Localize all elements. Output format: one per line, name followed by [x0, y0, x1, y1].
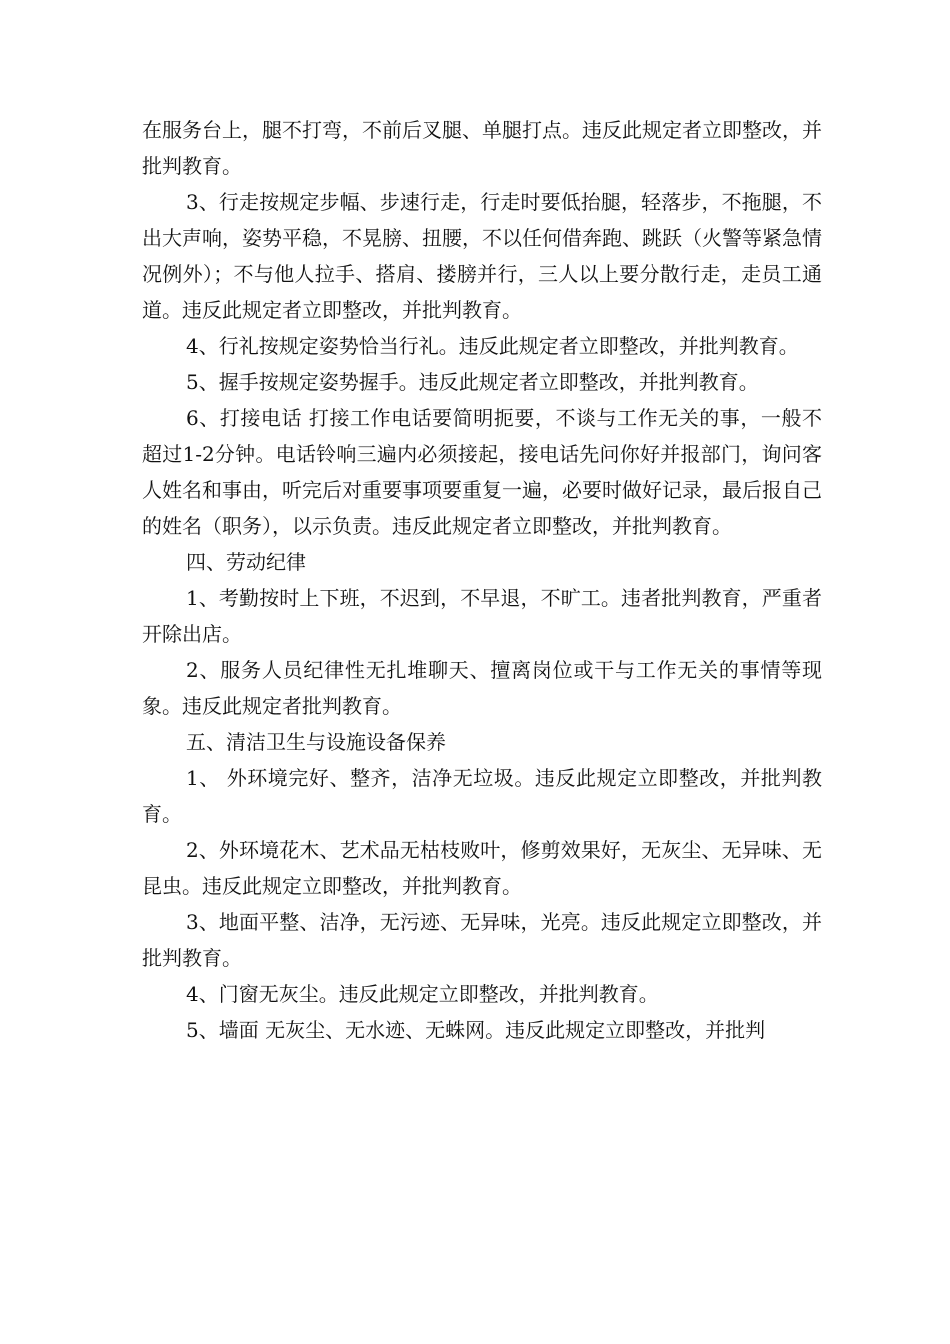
- paragraph: 4、门窗无灰尘。违反此规定立即整改，并批判教育。: [186, 982, 659, 1006]
- paragraph: 1、 外环境完好、整齐，洁净无垃圾。违反此规定立即整改，并批判教育。: [142, 766, 822, 826]
- section-heading: 五、清洁卫生与设施设备保养: [186, 730, 446, 754]
- paragraph: 3、行走按规定步幅、步速行走，行走时要低抬腿，轻落步，不拖腿，不出大声响，姿势平稳，不晃膀、扭腰，不以任何借奔跑、跳跃（火警等紧急情况例外）；不与他人拉手、搭肩、搂膀并行，三人以上要分散行走，走员工通道。违反此规定者立即整改，并批判教育。: [142, 190, 822, 322]
- paragraph: 在服务台上，腿不打弯，不前后叉腿、单腿打点。违反此规定者立即整改，并批判教育。: [142, 118, 822, 178]
- document-page: [142, 112, 822, 1048]
- paragraph: 2、服务人员纪律性无扎堆聊天、擅离岗位或干与工作无关的事情等现象。违反此规定者批判教育。: [142, 658, 822, 718]
- paragraph: 6、打接电话 打接工作电话要简明扼要，不谈与工作无关的事，一般不超过1-2分钟。电话铃响三遍内必须接起，接电话先问你好并报部门，询问客人姓名和事由，听完后对重要事项要重复一遍，必要时做好记录，最后报自己的姓名（职务），以示负责。违反此规定者立即整改，并批判教育。: [142, 406, 822, 538]
- paragraph: 5、握手按规定姿势握手。违反此规定者立即整改，并批判教育。: [186, 370, 759, 394]
- paragraph: 5、墙面 无灰尘、无水迹、无蛛网。违反此规定立即整改，并批判: [186, 1018, 766, 1042]
- paragraph: 4、行礼按规定姿势恰当行礼。违反此规定者立即整改，并批判教育。: [186, 334, 799, 358]
- section-heading: 四、劳动纪律: [186, 550, 306, 574]
- paragraph: 1、考勤按时上下班，不迟到，不早退，不旷工。违者批判教育，严重者开除出店。: [142, 586, 822, 646]
- paragraph: 3、地面平整、洁净，无污迹、无异味，光亮。违反此规定立即整改，并批判教育。: [142, 910, 822, 970]
- paragraph: 2、外环境花木、艺术品无枯枝败叶，修剪效果好，无灰尘、无异味、无昆虫。违反此规定立即整改，并批判教育。: [142, 838, 822, 898]
